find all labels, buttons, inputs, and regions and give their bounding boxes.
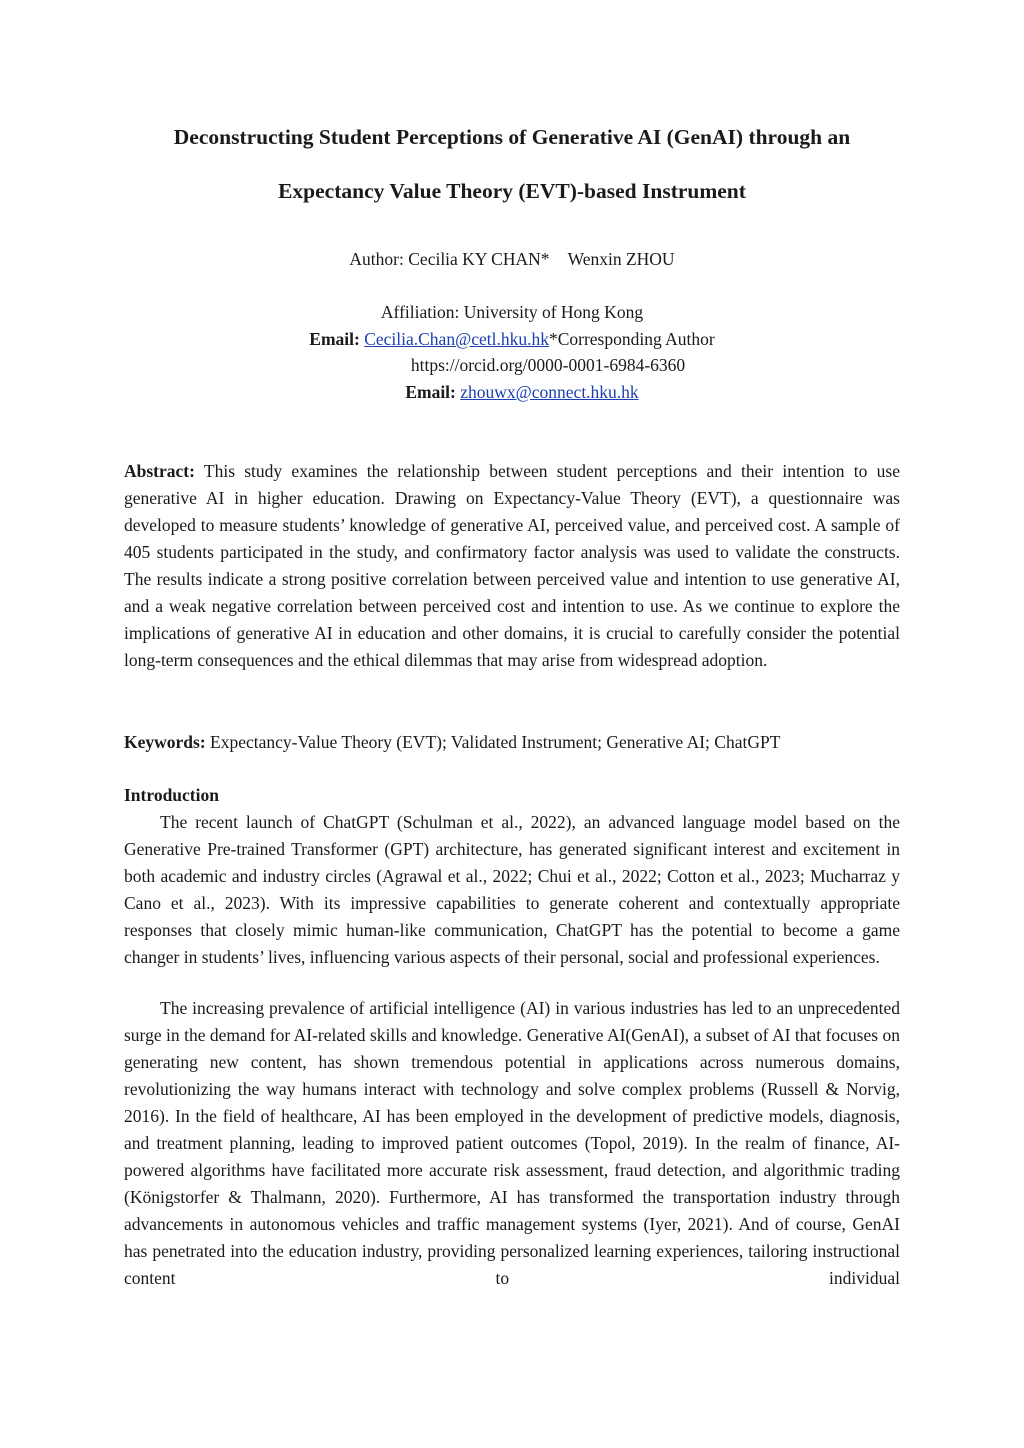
email-line-1 bbox=[0, 328, 1024, 350]
abstract-label: Abstract: bbox=[124, 461, 195, 481]
email-label-2: Email: bbox=[405, 382, 456, 402]
author-1: Cecilia KY CHAN* bbox=[408, 249, 550, 269]
paper-title-line-1: Deconstructing Student Perceptions of Generative AI (GenAI) through an bbox=[173, 125, 851, 149]
keywords-text: Expectancy-Value Theory (EVT); Validated Instrument; Generative AI; ChatGPT bbox=[210, 732, 781, 752]
introduction-heading: Introduction bbox=[124, 785, 219, 805]
orcid-link: https://orcid.org/0000-0001-6984-6360 bbox=[410, 355, 686, 375]
author-label: Author: bbox=[349, 249, 404, 269]
email-line-2 bbox=[10, 381, 1024, 403]
paper-title-line-2: Expectancy Value Theory (EVT)-based Instrument bbox=[278, 179, 746, 203]
keywords-label: Keywords: bbox=[124, 732, 206, 752]
introduction-paragraph-2: The increasing prevalence of artificial intelligence (AI) in various industries has led to an unprecedented surge in the demand for AI-related skills and knowledge. Generative AI(GenAI), a subset of AI that focuses on generating new content, has shown tremendous potential in applications across numerous domains, revolutionizing the way humans interact with technology and solve complex problems (Russell & Norvig, 2016). In the field of healthcare, AI has been employed in the development of predictive models, diagnosis, and treatment planning, leading to improved patient outcomes (Topol, 2019). In the realm of finance, AI-powered algorithms have facilitated more accurate risk assessment, fraud detection, and algorithmic trading (Königstorfer & Thalmann, 2020). Furthermore, AI has transformed the transportation industry through advancements in autonomous vehicles and traffic management systems (Iyer, 2021). And of course, GenAI has penetrated into the education industry, providing personalized learning experiences, tailoring instructional content to individual bbox=[124, 998, 900, 1288]
abstract bbox=[124, 458, 900, 674]
email-link-2[interactable]: zhouwx@connect.hku.hk bbox=[460, 382, 639, 402]
abstract-text: This study examines the relationship between student perceptions and their intention to use generative AI in higher education. Drawing on Expectancy-Value Theory (EVT), a questionnaire was developed to measure students’ knowledge of generative AI, perceived value, and perceived cost. A sample of 405 students participated in the study, and confirmatory factor analysis was used to validate the constructs. The results indicate a strong positive correlation between perceived value and intention to use generative AI, and a weak negative correlation between perceived cost and intention to use. As we continue to explore the implications of generative AI in education and other domains, it is crucial to carefully consider the potential long-term consequences and the ethical dilemmas that may arise from widespread adoption. bbox=[124, 461, 900, 670]
affiliation: Affiliation: University of Hong Kong bbox=[380, 302, 644, 322]
email-label-1: Email: bbox=[309, 329, 360, 349]
author-2: Wenxin ZHOU bbox=[567, 249, 675, 269]
corresponding-author-note: *Corresponding Author bbox=[548, 329, 715, 349]
introduction-paragraph-1: The recent launch of ChatGPT (Schulman et al., 2022), an advanced language model based on the Generative Pre-trained Transformer (GPT) architecture, has generated significant interest and excitement in both academic and industry circles (Agrawal et al., 2022; Chui et al., 2022; Cotton et al., 2023; Mucharraz y Cano et al., 2023). With its impressive capabilities to generate coherent and contextually appropriate responses that closely mimic human-like communication, ChatGPT has the potential to become a game changer in students’ lives, influencing various aspects of their personal, social and professional experiences. bbox=[124, 812, 900, 967]
email-link-1[interactable]: Cecilia.Chan@cetl.hku.hk bbox=[364, 329, 549, 349]
keywords bbox=[124, 729, 900, 756]
author-line bbox=[0, 248, 1024, 270]
